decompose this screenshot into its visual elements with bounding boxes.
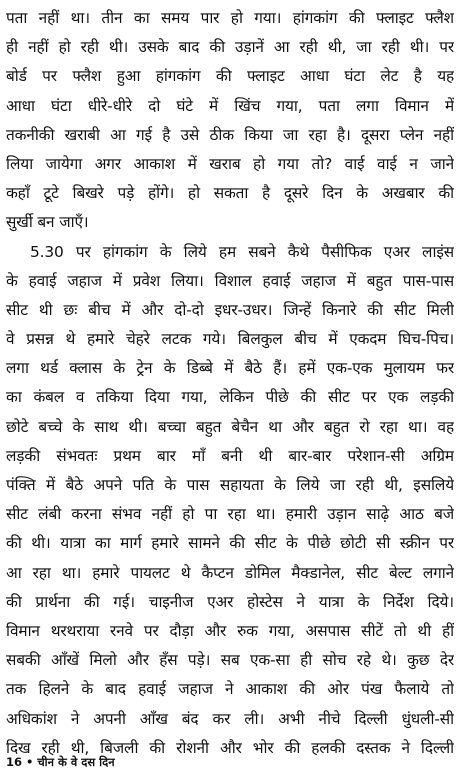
footer-separator: • [26, 755, 34, 769]
text-line: के हवाई जहाज में प्रवेश लिया। विशाल हवाई जहाज में बहुत पास-पास [6, 271, 454, 290]
text-line-last: सुर्खी बन जाएँ। [6, 213, 89, 232]
text-line: वे प्रसन्न थे हमारे चेहरे लटक गये। बिलकुल बीच में एकदम घिच-पिच। [6, 330, 454, 349]
text-line: छोटे बच्चे के साथ थी। बच्चा बहुत बेचैन था और बहुत रो रहा था। वह [6, 417, 454, 436]
text-line: सबकी आँखें मिलो और हँस पड़े। सब एक-सा ही सोच रहे थे। कुछ देर [6, 651, 454, 670]
text-line: की थी। यात्रा का मार्ग हमारे सामने की सीट के पीछे छोटी सी स्क्रीन पर [6, 534, 454, 553]
text-line: का कंबल व तकिया दिया गया, लेकिन पीछे की सीट पर एक लड़की [6, 388, 454, 407]
text-line: दिख रही थी, बिजली की रोशनी और भोर की हलकी दस्तक ने दिल्ली [6, 738, 454, 757]
page-number: 16 [6, 755, 23, 769]
text-line: आधा घंटा धीरे-धीरे दो घंटे में खिंच गया, पता लगा विमान में [6, 96, 454, 115]
text-line: लगा थर्ड क्लास के ट्रेन के डिब्बे में बैठे हैं। हमें एक-एक मुलायम फर [6, 359, 454, 378]
text-line-first-indented: 5.30 पर हांगकांग के लिये हम सबने कैथे पैसीफिक एअर लाइंस [30, 242, 454, 261]
paragraph-1 [6, 4, 454, 238]
text-line: पता नहीं था। तीन का समय पार हो गया। हांगकांग की फ्लाइट फ्लैश [6, 9, 454, 27]
text-line: सीट थी छः बीच में और दो-दो इधर-उधर। जिन्हें किनारे की सीट मिली [6, 300, 454, 319]
text-line: तकनीकी खराबी आ गई है उसे ठीक किया जा रहा है। दूसरा प्लेन नहीं [6, 125, 454, 144]
text-line: लिया जायेगा अगर आकाश में खराब हो गया तो? वाई वाई न जाने [6, 154, 454, 173]
text-line: सीट लंबी करना संभव नहीं हो पा रहा था। हमारी उड़ान साढ़े आठ बजे [6, 505, 454, 524]
book-page-body [6, 4, 454, 763]
text-line: ही नहीं हो रही थी। उसके बाद की उड़ानें आ रही थी, जा रही थी। पर [6, 38, 454, 57]
text-line: विमान थरथराया रनवे पर दौड़ा और रुक गया, असपास सीटें तो थी हीं [6, 621, 454, 640]
text-line: की प्रार्थना की गई। चाइनीज एअर होस्टेस ने यात्रा के निर्देश दिये। [6, 592, 454, 611]
text-line: तक हिलने के बाद हवाई जहाज ने आकाश की ओर पंख फैलाये तो [6, 680, 454, 699]
text-line: कहाँ टूटे बिखरे पड़े होंगे। हो सकता है दूसरे दिन के अखबार की [6, 184, 454, 203]
text-line: बोर्ड पर फ्लैश हुआ हांगकांग की फ्लाइट आधा घंटा लेट है यह [6, 67, 454, 86]
text-line: पंक्ति में बैठे अपने पति के पास सहायता के लिये जा रही थी, इसलिये [6, 476, 454, 494]
text-line: लड़की संभवतः प्रथम बार माँ बनी थी बार-बार परेशान-सी अग्रिम [6, 446, 454, 465]
text-line: आ रहा था। हमारे पायलट थे कैप्टन डोमिल मैक्डानेल, सीट बेल्ट लगाने [6, 563, 454, 582]
paragraph-2 [6, 238, 454, 763]
page-footer [6, 754, 119, 770]
book-title: चीन के वे दस दिन [37, 755, 115, 769]
text-line: अधिकांश ने अपनी आँख बंद कर ली। अभी नीचे दिल्ली धुंधली-सी [6, 709, 454, 728]
